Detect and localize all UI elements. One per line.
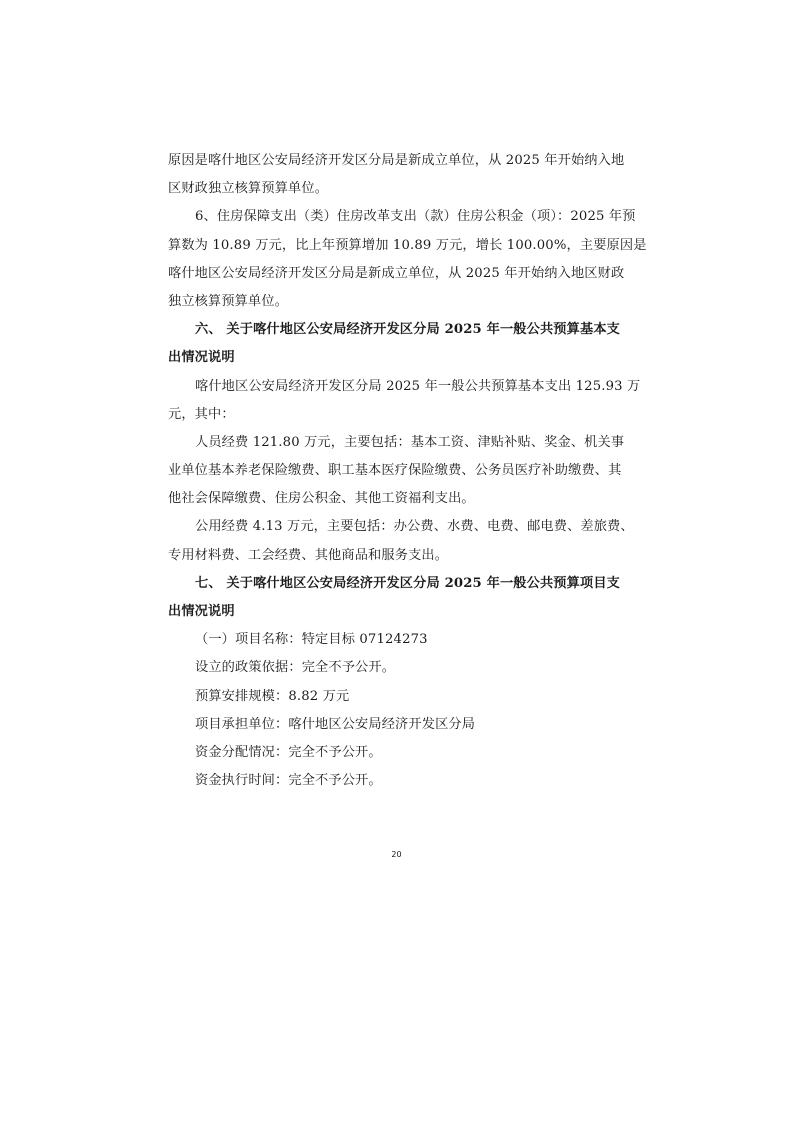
project-unit: 项目承担单位：喀什地区公安局经济开发区分局	[195, 716, 476, 732]
text-line: 算数为 10.89 万元，比上年预算增加 10.89 万元，增长 100.00%，主要原因是	[168, 237, 647, 253]
policy-basis: 设立的政策依据：完全不予公开。	[195, 660, 396, 676]
text-line: 6、住房保障支出（类）住房改革支出（款）住房公积金（项）：2025 年预	[195, 209, 636, 225]
section-heading: 六、 关于喀什地区公安局经济开发区分局 2025 年一般公共预算基本支	[195, 322, 620, 338]
project-name: （一）项目名称：特定目标 07124273	[195, 632, 428, 648]
fund-allocation: 资金分配情况：完全不予公开。	[195, 744, 382, 760]
text-line: 人员经费 121.80 万元，主要包括：基本工资、津贴补贴、奖金、机关事	[195, 434, 625, 450]
fund-execution-time: 资金执行时间：完全不予公开。	[195, 773, 382, 789]
text-line: 业单位基本养老保险缴费、职工基本医疗保险缴费、公务员医疗补助缴费、其	[168, 463, 622, 479]
budget-scale: 预算安排规模：8.82 万元	[195, 688, 350, 704]
text-line: 区财政独立核算预算单位。	[168, 181, 329, 197]
text-line: 原因是喀什地区公安局经济开发区分局是新成立单位，从 2025 年开始纳入地	[168, 153, 625, 168]
page-number: 20	[391, 850, 402, 859]
section-heading: 出情况说明	[168, 350, 235, 366]
text-line: 他社会保障缴费、住房公积金、其他工资福利支出。	[168, 491, 475, 507]
text-line: 公用经费 4.13 万元，主要包括：办公费、水费、电费、邮电费、差旅费、	[195, 519, 634, 535]
text-line: 独立核算预算单位。	[168, 293, 289, 309]
text-line: 专用材料费、工会经费、其他商品和服务支出。	[168, 547, 449, 563]
text-line: 元，其中：	[168, 406, 235, 422]
body-text	[168, 147, 647, 795]
text-line: 喀什地区公安局经济开发区分局 2025 年一般公共预算基本支出 125.93 万	[195, 378, 641, 394]
text-line: 喀什地区公安局经济开发区分局是新成立单位，从 2025 年开始纳入地区财政	[168, 265, 625, 281]
section-heading: 出情况说明	[168, 604, 235, 619]
section-heading: 七、 关于喀什地区公安局经济开发区分局 2025 年一般公共预算项目支	[195, 575, 620, 591]
